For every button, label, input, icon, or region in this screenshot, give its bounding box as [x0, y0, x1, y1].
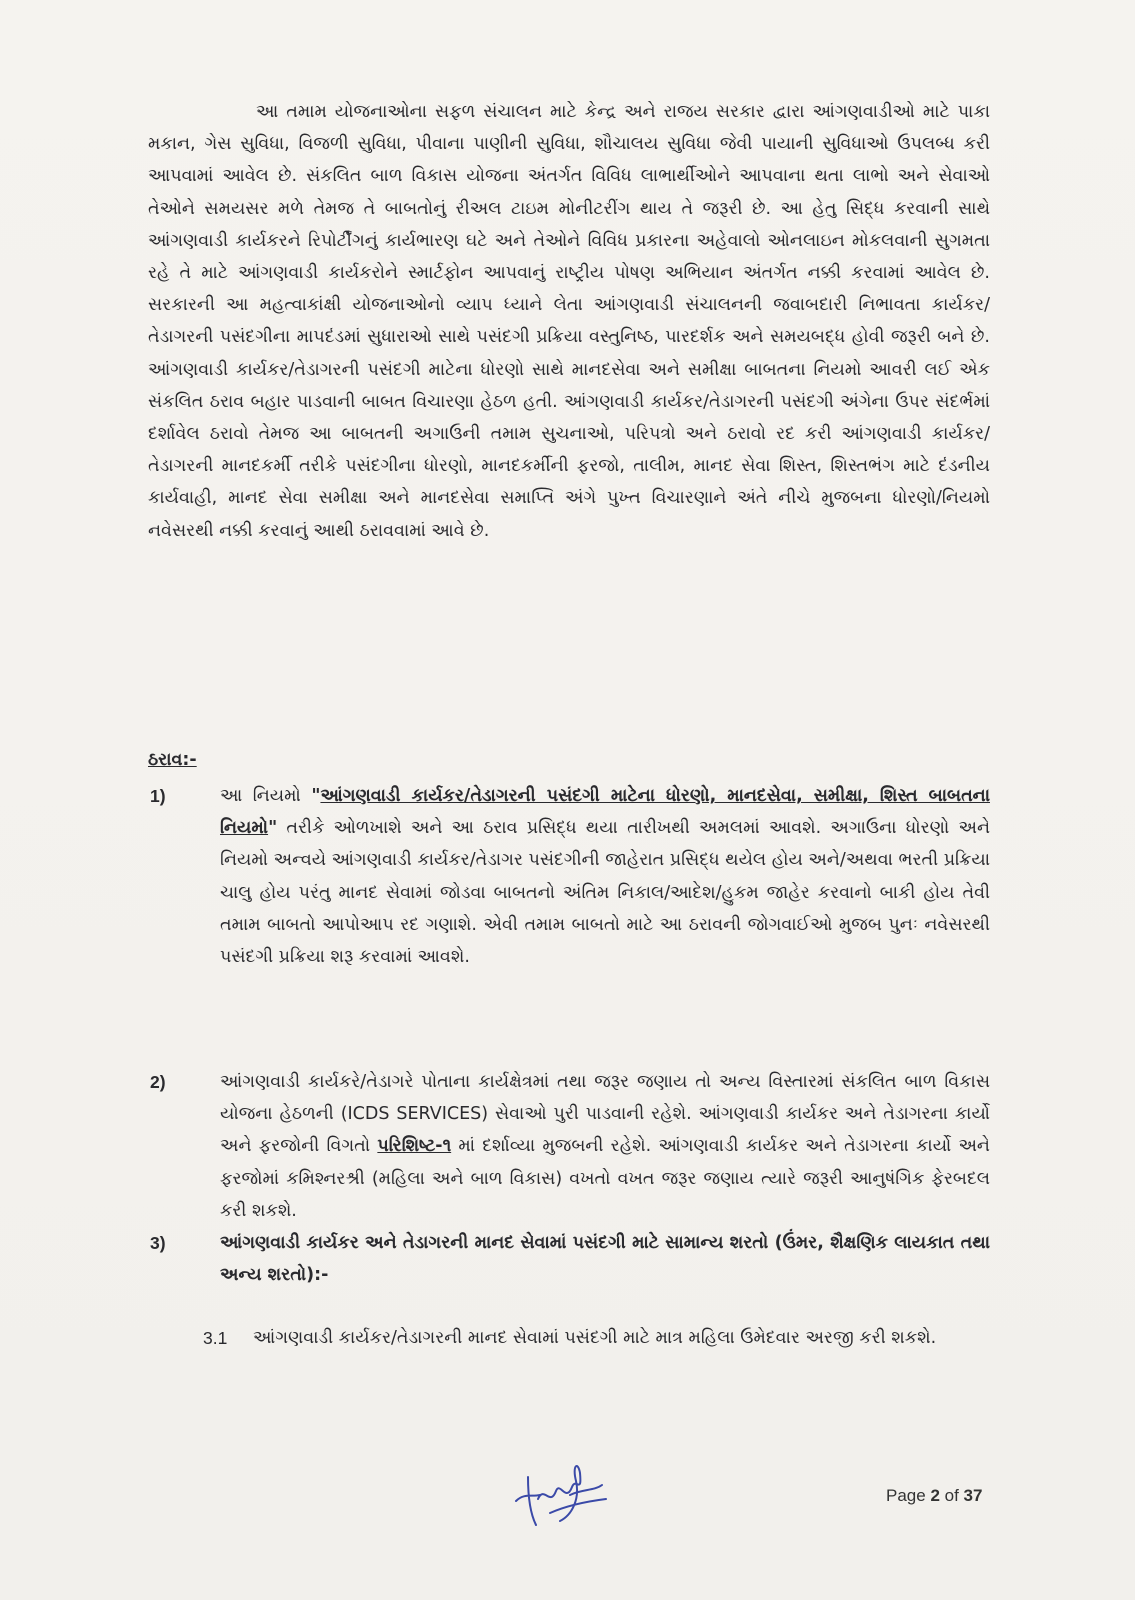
intro-paragraph: આ તમામ યોજનાઓના સફળ સંચાલન માટે કેન્દ્ર અને રાજય સરકાર દ્વારા આંગણવાડીઓ માટે પાકા મકાન, ગેસ સુવિધા, વિજળી સુવિધા, પીવાના પાણીની સુવિધા, શૌચાલય સુવિધા જેવી પાયાની સુવિધાઓ ઉપલબ્ધ કરી આપવામાં આવેલ છે. સંકલિત બાળ વિકાસ યોજના અંતર્ગત વિવિધ લાભાર્થીઓને આપવાના થતા લાભો અને સેવાઓ તેઓને સમયસર મળે તેમજ તે બાબતોનું રીઅલ ટાઇમ મોનીટરીંગ થાય તે જરૂરી છે. આ હેતુ સિદ્ધ કરવાની સાથે આંગણવાડી કાર્યકરને રિપોર્ટીંગનું કાર્યભારણ ઘટે અને તેઓને વિવિધ પ્રકારના અહેવાલો ઓનલાઇન મોકલવાની સુગમતા રહે તે માટે આંગણવાડી કાર્યકરોને સ્માર્ટફોન આપવાનું રાષ્ટ્રીય પોષણ અભિયાન અંતર્ગત નક્કી કરવામાં આવેલ છે. સરકારની આ મહત્વાકાંક્ષી યોજનાઓનો વ્યાપ ધ્યાને લેતા આંગણવાડી સંચાલનની જવાબદારી નિભાવતા કાર્યકર/તેડાગરની પસંદગીના માપદંડમાં સુધારાઓ સાથે પસંદગી પ્રક્રિયા વસ્તુનિષ્ઠ, પારદર્શક અને સમયબદ્ધ હોવી જરૂરી બને છે. આંગણવાડી કાર્યકર/તેડાગરની પસંદગી માટેના ધોરણો સાથે માનદસેવા અને સમીક્ષા બાબતના નિયમો આવરી લઈ એક સંકલિત ઠરાવ બહાર પાડવાની બાબત વિચારણા હેઠળ હતી. આંગણવાડી કાર્યકર/તેડાગરની પસંદગી અંગેના ઉપર સંદર્ભમાં દર્શાવેલ ઠરાવો તેમજ આ બાબતની અગાઉની તમામ સુચનાઓ, પરિપત્રો અને ઠરાવો રદ કરી આંગણવાડી કાર્યકર/તેડાગરની માનદકર્મી તરીકે પસંદગીના ધોરણો, માનદકર્મીની ફરજો, તાલીમ, માનદ સેવા શિસ્ત, શિસ્તભંગ માટે દંડનીય કાર્યવાહી, માનદ સેવા સમીક્ષા અને માનદસેવા સમાપ્તિ અંગે પુખ્ત વિચારણાને અંતે નીચે મુજબના ધોરણો/નિયમો નવેસરથી નક્કી કરવાનું આથી ઠરાવવામાં આવે છે. — [148, 102, 990, 541]
page-number: Page 2 of 37 — [886, 1486, 983, 1505]
annex-reference: પરિશિષ્ટ-૧ — [377, 1136, 452, 1157]
sub-item-text: આંગણવાડી કાર્યકર/તેડાગરની માનદ સેવામાં પસંદગી માટે માત્ર મહિલા ઉમેદવાર અરજી કરી શકશે. — [253, 1328, 937, 1348]
item-number: 3) — [150, 1233, 166, 1253]
item-text: આંગણવાડી કાર્યકર અને તેડાગરની માનદ સેવામાં પસંદગી માટે સામાન્ય શરતો (ઉંમર, શૈક્ષણિક લાયકાત તથા અન્ય શરતો):- — [220, 1233, 990, 1286]
item-number: 2) — [150, 1072, 166, 1092]
sub-item-number: 3.1 — [203, 1328, 228, 1348]
item-text: આ નિયમો "આંગણવાડી કાર્યકર/તેડાગરની પસંદગી માટેના ધોરણો, માનદસેવા, સમીક્ષા, શિસ્ત બાબતના નિયમો" તરીકે ઓળખાશે અને આ ઠરાવ પ્રસિદ્ધ થયા તારીખથી અમલમાં આવશે. અગાઉના ધોરણો અને નિયમો અન્વયે આંગણવાડી કાર્યકર/તેડાગર પસંદગીની જાહેરાત પ્રસિદ્ધ થયેલ હોય અને/અથવા ભરતી પ્રક્રિયા ચાલુ હોય પરંતુ માનદ સેવામાં જોડવા બાબતનો અંતિમ નિકાલ/આદેશ/હુકમ જાહેર કરવાનો બાકી હોય તેવી તમામ બાબતો આપોઆપ રદ ગણાશે. એવી તમામ બાબતો માટે આ ઠરાવની જોગવાઈઓ મુજબ પુનઃ નવેસરથી પસંદગી પ્રક્રિયા શરૂ કરવામાં આવશે. — [220, 786, 990, 968]
intro-section — [148, 96, 990, 547]
item-text: આંગણવાડી કાર્યકરે/તેડાગરે પોતાના કાર્યક્ષેત્રમાં તથા જરૂર જણાય તો અન્ય વિસ્તારમાં સંકલિત બાળ વિકાસ યોજના હેઠળની (ICDS SERVICES) સેવાઓ પુરી પાડવાની રહેશે. આંગણવાડી કાર્યકર અને તેડાગરના કાર્યો અને ફરજોની વિગતો પરિશિષ્ટ-૧ માં દર્શાવ્યા મુજબની રહેશે. આંગણવાડી કાર્યકર અને તેડાગરના કાર્યો અને ફરજોમાં કમિશ્નરશ્રી (મહિલા અને બાળ વિકાસ) વખતો વખત જરૂર જણાય ત્યારે જરૂરી આનુષંગિક ફેરબદલ કરી શકશે. — [220, 1072, 990, 1221]
item-number: 1) — [150, 786, 166, 806]
rule-title: આંગણવાડી કાર્યકર/તેડાગરની પસંદગી માટેના ધોરણો, માનદસેવા, સમીક્ષા, શિસ્ત બાબતના નિયમો — [220, 786, 990, 839]
resolution-heading: ઠરાવ:- — [148, 750, 197, 770]
signature-mark — [510, 1455, 610, 1530]
